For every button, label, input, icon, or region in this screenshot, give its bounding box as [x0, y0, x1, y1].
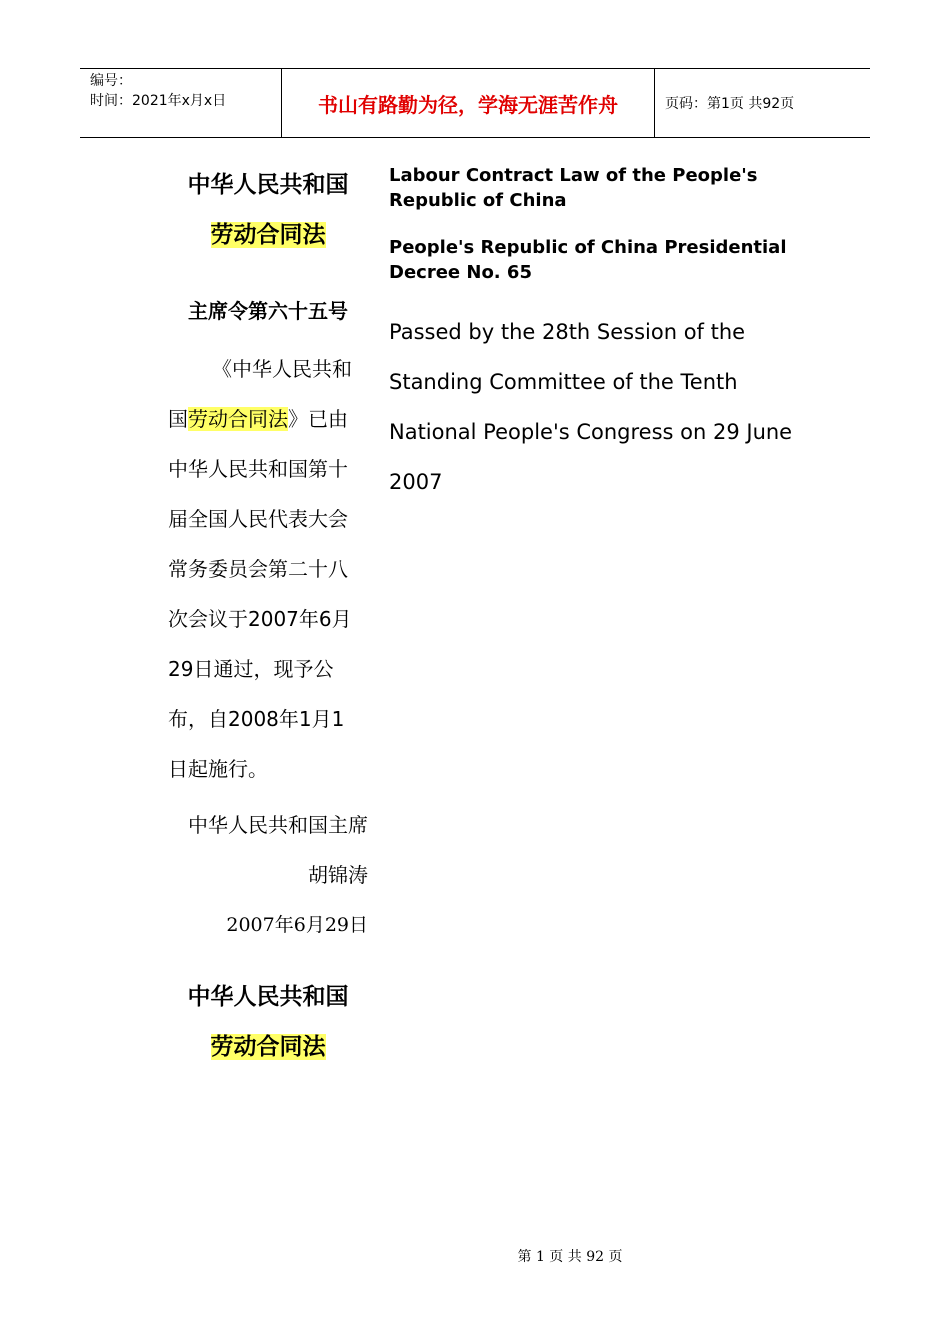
chinese-title2-line1: 中华人民共和国: [187, 984, 349, 1010]
page-footer: 第 1 页 共 92 页: [517, 1249, 623, 1265]
number-label: 编号：: [90, 73, 132, 89]
chinese-body-prefix: 《中华人民共和国: [168, 357, 352, 431]
header-meta-cell: [80, 69, 282, 137]
header-page-info: 页码：第1页 共92页: [665, 96, 795, 112]
chinese-title: [168, 160, 368, 260]
chinese-signature: 中华人民共和国主席 胡锦涛: [188, 813, 388, 887]
time-label: 时间：2021年x月x日: [90, 93, 227, 109]
document-header: [80, 68, 870, 138]
english-body: Passed by the 28th Session of the Standing Committee of the Tenth National People's Congress on 29 June 2007: [389, 320, 793, 494]
english-column: [389, 163, 819, 507]
chinese-column: [168, 160, 388, 1072]
chinese-date: 2007年6月29日: [226, 914, 368, 936]
chinese-body: [168, 344, 368, 794]
header-motto: 书山有路勤为径，学海无涯苦作舟: [318, 92, 618, 117]
chinese-title-line1: 中华人民共和国: [187, 172, 349, 198]
header-page-cell: [655, 69, 870, 137]
chinese-decree: 主席令第六十五号: [188, 299, 348, 323]
chinese-body-suffix: 》已由中华人民共和国第十届全国人民代表大会常务委员会第二十八次会议于2007年6月29日通过，现予公布，自2008年1月1日起施行。: [168, 407, 352, 781]
chinese-body-highlight: 劳动合同法: [188, 407, 288, 431]
header-motto-cell: [282, 69, 655, 137]
english-title: Labour Contract Law of the People's Republic of China: [389, 165, 758, 211]
english-decree: People's Republic of China Presidential Decree No. 65: [389, 237, 787, 283]
chinese-title-line2: 劳动合同法: [210, 222, 326, 248]
chinese-title-repeat: [168, 972, 368, 1072]
chinese-title2-line2: 劳动合同法: [210, 1034, 326, 1060]
